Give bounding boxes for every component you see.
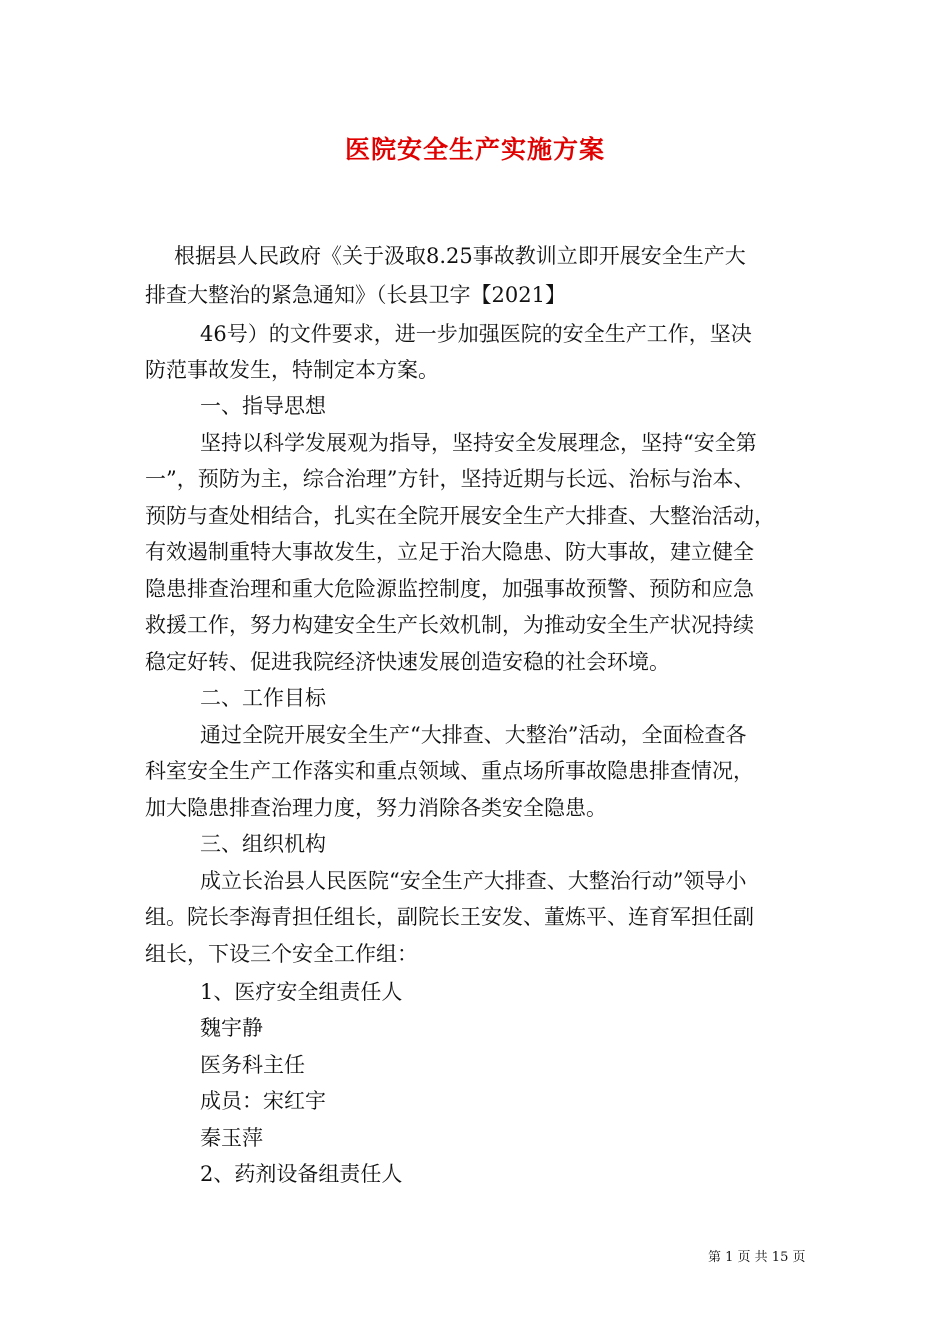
section-heading: 三、组织机构	[200, 832, 326, 856]
list-item: 2、药剂设备组责任人	[200, 1162, 403, 1186]
body-line: 一”，预防为主，综合治理”方针，坚持近期与长远、治标与治本、	[145, 467, 755, 491]
list-item: 医务科主任	[200, 1053, 305, 1077]
body-line: 加大隐患排查治理力度，努力消除各类安全隐患。	[145, 796, 607, 820]
body-line: 组。院长李海青担任组长，副院长王安发、董炼平、连育军担任副	[145, 905, 754, 929]
body-line: 预防与查处相结合，扎实在全院开展安全生产大排查、大整治活动，	[145, 504, 775, 528]
body-line: 排查大整治的紧急通知》（长县卫字【2021】	[145, 283, 566, 307]
section-heading: 一、指导思想	[200, 394, 326, 418]
list-item: 成员：宋红宇	[200, 1089, 326, 1113]
body-line: 稳定好转、促进我院经济快速发展创造安稳的社会环境。	[145, 650, 670, 674]
body-line: 救援工作，努力构建安全生产长效机制，为推动安全生产状况持续	[145, 613, 754, 637]
body-line: 坚持以科学发展观为指导，坚持安全发展理念，坚持“安全第	[200, 431, 757, 455]
body-line: 成立长治县人民医院“安全生产大排查、大整治行动”领导小	[200, 869, 747, 893]
body-line: 隐患排查治理和重大危险源监控制度，加强事故预警、预防和应急	[145, 577, 754, 601]
body-line: 有效遏制重特大事故发生，立足于治大隐患、防大事故，建立健全	[145, 540, 754, 564]
body-line: 46号）的文件要求，进一步加强医院的安全生产工作，坚决	[200, 322, 752, 346]
page-number: 第 1 页 共 15 页	[708, 1250, 806, 1265]
body-line: 根据县人民政府《关于汲取8.25事故教训立即开展安全生产大	[174, 244, 746, 268]
list-item: 魏宇静	[200, 1016, 263, 1040]
section-heading: 二、工作目标	[200, 686, 326, 710]
body-line: 科室安全生产工作落实和重点领域、重点场所事故隐患排查情况，	[145, 759, 754, 783]
body-line: 防范事故发生，特制定本方案。	[145, 358, 439, 382]
list-item: 1、医疗安全组责任人	[200, 980, 403, 1004]
list-item: 秦玉萍	[200, 1126, 263, 1150]
document-title: 医院安全生产实施方案	[344, 135, 605, 164]
body-line: 通过全院开展安全生产“大排查、大整治”活动，全面检查各	[200, 723, 747, 747]
body-line: 组长，下设三个安全工作组：	[145, 942, 418, 966]
